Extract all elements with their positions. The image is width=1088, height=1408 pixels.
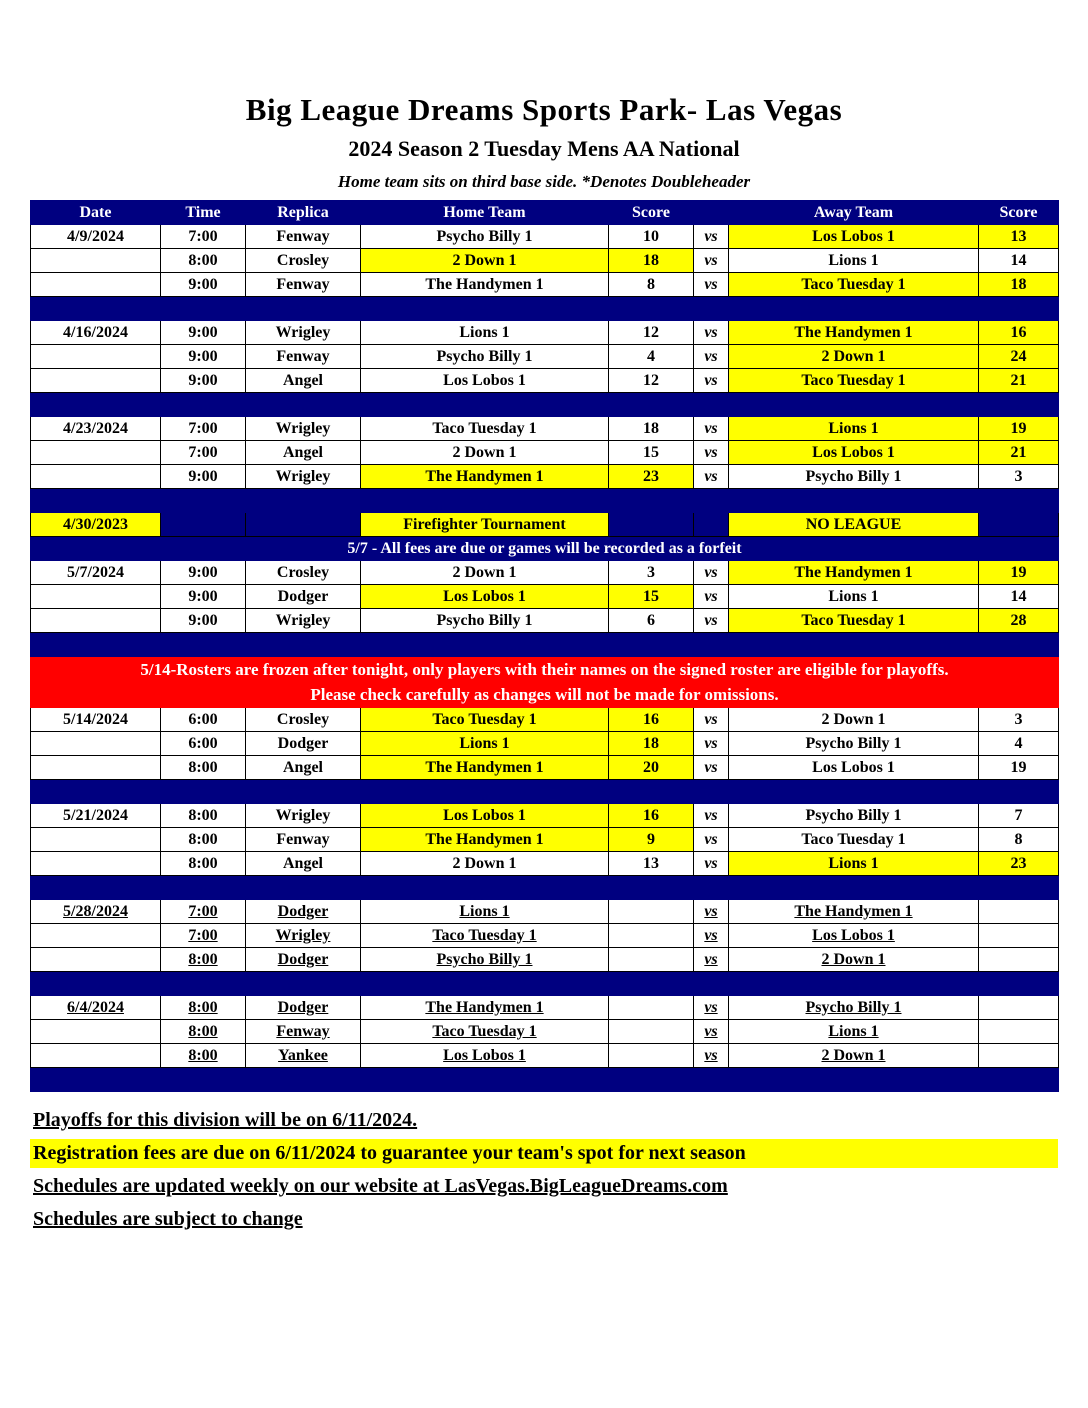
game-row xyxy=(31,732,1059,756)
game-time: 9:00 xyxy=(161,465,246,489)
game-replica: Dodger xyxy=(246,732,361,756)
game-date: 4/23/2024 xyxy=(31,417,161,441)
home-team: 2 Down 1 xyxy=(361,441,609,465)
away-team: Lions 1 xyxy=(729,1020,979,1044)
vs-label: vs xyxy=(694,273,729,297)
vs-label: vs xyxy=(694,708,729,732)
home-team: Los Lobos 1 xyxy=(361,804,609,828)
game-time: 9:00 xyxy=(161,609,246,633)
banner-line: 5/14-Rosters are frozen after tonight, only players with their names on the signed roster are eligible for playoffs. xyxy=(140,660,949,679)
filler-cell xyxy=(979,513,1059,537)
home-score: 15 xyxy=(609,585,694,609)
vs-label: vs xyxy=(694,1020,729,1044)
vs-label: vs xyxy=(694,249,729,273)
tournament-event: Firefighter Tournament xyxy=(361,513,609,537)
filler-cell xyxy=(694,513,729,537)
home-team: 2 Down 1 xyxy=(361,852,609,876)
vs-label: vs xyxy=(694,225,729,249)
game-row xyxy=(31,756,1059,780)
game-time: 7:00 xyxy=(161,225,246,249)
game-replica: Wrigley xyxy=(246,321,361,345)
game-row xyxy=(31,561,1059,585)
page-subtitle: 2024 Season 2 Tuesday Mens AA National xyxy=(348,136,740,161)
game-time: 8:00 xyxy=(161,996,246,1020)
banner-line: Please check carefully as changes will not be made for omissions. xyxy=(310,685,779,704)
game-replica: Crosley xyxy=(246,249,361,273)
away-team: The Handymen 1 xyxy=(729,321,979,345)
separator-bar xyxy=(31,633,1059,657)
home-score: 18 xyxy=(609,732,694,756)
home-score: 6 xyxy=(609,609,694,633)
game-date xyxy=(31,1044,161,1068)
game-replica: Dodger xyxy=(246,948,361,972)
game-replica: Angel xyxy=(246,852,361,876)
game-replica: Angel xyxy=(246,441,361,465)
vs-label: vs xyxy=(694,924,729,948)
home-team: Los Lobos 1 xyxy=(361,1044,609,1068)
away-score: 19 xyxy=(979,561,1059,585)
home-score: 18 xyxy=(609,417,694,441)
separator-bar xyxy=(31,393,1059,417)
game-date xyxy=(31,732,161,756)
home-team: The Handymen 1 xyxy=(361,828,609,852)
away-team: Psycho Billy 1 xyxy=(729,732,979,756)
away-score: 13 xyxy=(979,225,1059,249)
home-score: 13 xyxy=(609,852,694,876)
game-time: 9:00 xyxy=(161,345,246,369)
game-replica: Fenway xyxy=(246,225,361,249)
home-score xyxy=(609,1044,694,1068)
game-time: 7:00 xyxy=(161,417,246,441)
home-team: Psycho Billy 1 xyxy=(361,225,609,249)
game-time: 7:00 xyxy=(161,924,246,948)
home-score: 3 xyxy=(609,561,694,585)
separator-row xyxy=(31,297,1059,321)
home-score: 18 xyxy=(609,249,694,273)
game-row xyxy=(31,321,1059,345)
away-score: 7 xyxy=(979,804,1059,828)
away-team: Los Lobos 1 xyxy=(729,924,979,948)
game-row xyxy=(31,369,1059,393)
away-team: The Handymen 1 xyxy=(729,561,979,585)
game-row xyxy=(31,852,1059,876)
tournament-status: NO LEAGUE xyxy=(729,513,979,537)
game-date: 4/16/2024 xyxy=(31,321,161,345)
game-row xyxy=(31,996,1059,1020)
game-replica: Yankee xyxy=(246,1044,361,1068)
game-replica: Wrigley xyxy=(246,609,361,633)
game-time: 7:00 xyxy=(161,900,246,924)
away-score: 28 xyxy=(979,609,1059,633)
banner-text xyxy=(31,657,1059,708)
column-header-replica: Replica xyxy=(246,201,361,225)
away-team: Lions 1 xyxy=(729,852,979,876)
footer xyxy=(30,1106,1058,1234)
game-date xyxy=(31,465,161,489)
home-score: 15 xyxy=(609,441,694,465)
game-replica: Fenway xyxy=(246,828,361,852)
game-row xyxy=(31,609,1059,633)
game-time: 8:00 xyxy=(161,1020,246,1044)
game-date xyxy=(31,441,161,465)
banner-text xyxy=(31,537,1059,561)
game-replica: Crosley xyxy=(246,708,361,732)
away-team: Taco Tuesday 1 xyxy=(729,369,979,393)
game-replica: Fenway xyxy=(246,273,361,297)
separator-bar xyxy=(31,297,1059,321)
home-team: 2 Down 1 xyxy=(361,561,609,585)
away-team: Taco Tuesday 1 xyxy=(729,609,979,633)
game-replica: Wrigley xyxy=(246,417,361,441)
game-time: 9:00 xyxy=(161,585,246,609)
separator-row xyxy=(31,780,1059,804)
home-team: The Handymen 1 xyxy=(361,273,609,297)
separator-row xyxy=(31,1068,1059,1092)
game-date xyxy=(31,585,161,609)
game-date xyxy=(31,369,161,393)
away-score: 3 xyxy=(979,465,1059,489)
game-time: 8:00 xyxy=(161,1044,246,1068)
separator-row xyxy=(31,972,1059,996)
home-score: 16 xyxy=(609,708,694,732)
away-team: Psycho Billy 1 xyxy=(729,465,979,489)
away-score: 21 xyxy=(979,369,1059,393)
away-score: 21 xyxy=(979,441,1059,465)
game-time: 8:00 xyxy=(161,249,246,273)
home-team: The Handymen 1 xyxy=(361,756,609,780)
away-score: 14 xyxy=(979,249,1059,273)
game-replica: Wrigley xyxy=(246,924,361,948)
game-row xyxy=(31,465,1059,489)
home-team: Psycho Billy 1 xyxy=(361,345,609,369)
away-team: 2 Down 1 xyxy=(729,708,979,732)
game-row xyxy=(31,1044,1059,1068)
game-row xyxy=(31,273,1059,297)
filler-cell xyxy=(246,513,361,537)
game-time: 9:00 xyxy=(161,273,246,297)
game-row xyxy=(31,924,1059,948)
separator-bar xyxy=(31,489,1059,513)
game-time: 8:00 xyxy=(161,756,246,780)
away-score xyxy=(979,900,1059,924)
away-team: Psycho Billy 1 xyxy=(729,804,979,828)
banner-line: 5/7 - All fees are due or games will be recorded as a forfeit xyxy=(347,539,742,557)
game-date xyxy=(31,852,161,876)
away-team: Taco Tuesday 1 xyxy=(729,273,979,297)
away-score: 23 xyxy=(979,852,1059,876)
filler-cell xyxy=(161,513,246,537)
home-team: Lions 1 xyxy=(361,321,609,345)
home-team: Los Lobos 1 xyxy=(361,585,609,609)
game-row xyxy=(31,441,1059,465)
home-team: The Handymen 1 xyxy=(361,996,609,1020)
away-team: Los Lobos 1 xyxy=(729,756,979,780)
tournament-date: 4/30/2023 xyxy=(31,513,161,537)
game-time: 6:00 xyxy=(161,732,246,756)
page-title: Big League Dreams Sports Park- Las Vegas xyxy=(245,92,843,127)
away-team: Los Lobos 1 xyxy=(729,225,979,249)
home-score: 16 xyxy=(609,804,694,828)
home-score xyxy=(609,924,694,948)
separator-bar xyxy=(31,780,1059,804)
home-score xyxy=(609,900,694,924)
game-row xyxy=(31,225,1059,249)
away-team: Lions 1 xyxy=(729,417,979,441)
game-time: 8:00 xyxy=(161,948,246,972)
game-date: 5/21/2024 xyxy=(31,804,161,828)
game-row xyxy=(31,417,1059,441)
away-team: The Handymen 1 xyxy=(729,900,979,924)
separator-row xyxy=(31,489,1059,513)
game-row xyxy=(31,249,1059,273)
away-team: 2 Down 1 xyxy=(729,948,979,972)
game-time: 7:00 xyxy=(161,441,246,465)
game-row xyxy=(31,900,1059,924)
game-row xyxy=(31,345,1059,369)
away-team: 2 Down 1 xyxy=(729,1044,979,1068)
game-date xyxy=(31,345,161,369)
separator-row xyxy=(31,393,1059,417)
away-score: 3 xyxy=(979,708,1059,732)
game-date xyxy=(31,273,161,297)
game-row xyxy=(31,948,1059,972)
game-time: 6:00 xyxy=(161,708,246,732)
home-score xyxy=(609,1020,694,1044)
vs-label: vs xyxy=(694,900,729,924)
column-header-home-team: Home Team xyxy=(361,201,609,225)
away-score: 16 xyxy=(979,321,1059,345)
home-team: Los Lobos 1 xyxy=(361,369,609,393)
home-score: 10 xyxy=(609,225,694,249)
home-team: Taco Tuesday 1 xyxy=(361,417,609,441)
home-score: 9 xyxy=(609,828,694,852)
game-date xyxy=(31,924,161,948)
home-team: Lions 1 xyxy=(361,900,609,924)
separator-row xyxy=(31,633,1059,657)
vs-label: vs xyxy=(694,804,729,828)
home-score: 8 xyxy=(609,273,694,297)
home-team: Taco Tuesday 1 xyxy=(361,708,609,732)
game-time: 8:00 xyxy=(161,828,246,852)
vs-label: vs xyxy=(694,948,729,972)
game-date xyxy=(31,249,161,273)
away-score: 14 xyxy=(979,585,1059,609)
away-score xyxy=(979,1044,1059,1068)
away-team: Lions 1 xyxy=(729,249,979,273)
vs-label: vs xyxy=(694,561,729,585)
away-score: 8 xyxy=(979,828,1059,852)
game-date: 5/7/2024 xyxy=(31,561,161,585)
away-team: 2 Down 1 xyxy=(729,345,979,369)
game-replica: Dodger xyxy=(246,996,361,1020)
game-replica: Wrigley xyxy=(246,804,361,828)
home-score: 23 xyxy=(609,465,694,489)
vs-label: vs xyxy=(694,756,729,780)
away-score: 19 xyxy=(979,756,1059,780)
home-score: 12 xyxy=(609,321,694,345)
navy-banner-row xyxy=(31,537,1059,561)
vs-label: vs xyxy=(694,609,729,633)
game-date: 5/28/2024 xyxy=(31,900,161,924)
schedule-table xyxy=(30,200,1059,1092)
game-date xyxy=(31,948,161,972)
vs-label: vs xyxy=(694,321,729,345)
away-team: Los Lobos 1 xyxy=(729,441,979,465)
vs-label: vs xyxy=(694,465,729,489)
table-header-row xyxy=(31,201,1059,225)
red-banner-row xyxy=(31,657,1059,708)
vs-label: vs xyxy=(694,441,729,465)
footer-line: Schedules are subject to change xyxy=(33,1208,303,1230)
column-header-away-score: Score xyxy=(979,201,1059,225)
separator-bar xyxy=(31,1068,1059,1092)
game-date xyxy=(31,609,161,633)
vs-label: vs xyxy=(694,828,729,852)
game-replica: Dodger xyxy=(246,585,361,609)
away-score: 24 xyxy=(979,345,1059,369)
game-replica: Fenway xyxy=(246,1020,361,1044)
column-header-vs xyxy=(694,201,729,225)
vs-label: vs xyxy=(694,345,729,369)
away-score xyxy=(979,996,1059,1020)
home-team: Psycho Billy 1 xyxy=(361,948,609,972)
game-time: 8:00 xyxy=(161,852,246,876)
vs-label: vs xyxy=(694,369,729,393)
game-date xyxy=(31,828,161,852)
game-date xyxy=(31,1020,161,1044)
vs-label: vs xyxy=(694,996,729,1020)
game-replica: Dodger xyxy=(246,900,361,924)
game-replica: Crosley xyxy=(246,561,361,585)
game-date: 5/14/2024 xyxy=(31,708,161,732)
home-team: Taco Tuesday 1 xyxy=(361,924,609,948)
away-score xyxy=(979,948,1059,972)
home-score: 12 xyxy=(609,369,694,393)
away-team: Psycho Billy 1 xyxy=(729,996,979,1020)
home-score xyxy=(609,948,694,972)
away-score xyxy=(979,1020,1059,1044)
game-replica: Fenway xyxy=(246,345,361,369)
home-score xyxy=(609,996,694,1020)
column-header-time: Time xyxy=(161,201,246,225)
home-team: 2 Down 1 xyxy=(361,249,609,273)
column-header-home-score: Score xyxy=(609,201,694,225)
home-team: Taco Tuesday 1 xyxy=(361,1020,609,1044)
separator-bar xyxy=(31,972,1059,996)
vs-label: vs xyxy=(694,417,729,441)
away-score xyxy=(979,924,1059,948)
home-team: The Handymen 1 xyxy=(361,465,609,489)
game-date: 6/4/2024 xyxy=(31,996,161,1020)
vs-label: vs xyxy=(694,852,729,876)
vs-label: vs xyxy=(694,732,729,756)
footer-line: Playoffs for this division will be on 6/11/2024. xyxy=(33,1109,418,1131)
game-row xyxy=(31,585,1059,609)
game-row xyxy=(31,828,1059,852)
home-team: Psycho Billy 1 xyxy=(361,609,609,633)
game-row xyxy=(31,708,1059,732)
game-replica: Angel xyxy=(246,756,361,780)
home-score: 4 xyxy=(609,345,694,369)
home-team-note: Home team sits on third base side. *Denotes Doubleheader xyxy=(337,172,751,191)
home-team: Lions 1 xyxy=(361,732,609,756)
game-time: 9:00 xyxy=(161,321,246,345)
separator-row xyxy=(31,876,1059,900)
game-time: 8:00 xyxy=(161,804,246,828)
tournament-row xyxy=(31,513,1059,537)
filler-cell xyxy=(609,513,694,537)
home-score: 20 xyxy=(609,756,694,780)
away-score: 18 xyxy=(979,273,1059,297)
game-date: 4/9/2024 xyxy=(31,225,161,249)
separator-bar xyxy=(31,876,1059,900)
game-time: 9:00 xyxy=(161,369,246,393)
away-team: Lions 1 xyxy=(729,585,979,609)
column-header-away-team: Away Team xyxy=(729,201,979,225)
game-replica: Angel xyxy=(246,369,361,393)
game-replica: Wrigley xyxy=(246,465,361,489)
vs-label: vs xyxy=(694,585,729,609)
game-date xyxy=(31,756,161,780)
column-header-date: Date xyxy=(31,201,161,225)
away-team: Taco Tuesday 1 xyxy=(729,828,979,852)
footer-line: Registration fees are due on 6/11/2024 to guarantee your team's spot for next season xyxy=(30,1139,1058,1168)
away-score: 4 xyxy=(979,732,1059,756)
game-row xyxy=(31,1020,1059,1044)
vs-label: vs xyxy=(694,1044,729,1068)
game-row xyxy=(31,804,1059,828)
away-score: 19 xyxy=(979,417,1059,441)
footer-line: Schedules are updated weekly on our website at LasVegas.BigLeagueDreams.com xyxy=(33,1175,728,1197)
game-time: 9:00 xyxy=(161,561,246,585)
